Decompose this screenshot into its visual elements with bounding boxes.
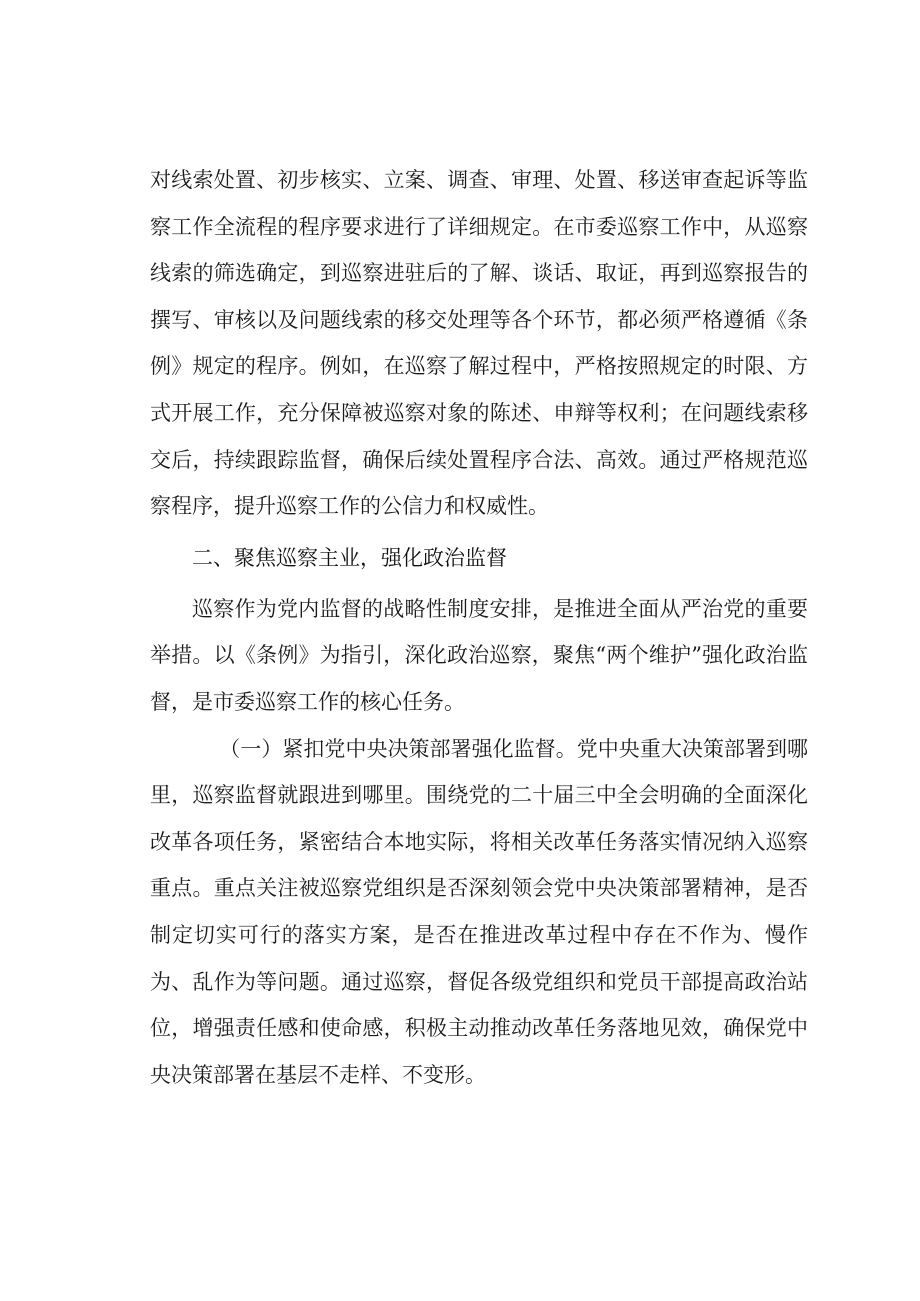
section-intro-paragraph: 巡察作为党内监督的战略性制度安排，是推进全面从严治党的重要举措。以《条例》为指引，深化政治巡察，聚焦“两个维护”强化政治监督，是市委巡察工作的核心任务。 xyxy=(150,596,808,714)
section-heading: 二、聚焦巡察主业，强化政治监督 xyxy=(192,545,507,570)
subsection-paragraph: （一）紧扣党中央决策部署强化监督。党中央重大决策部署到哪里，巡察监督就跟进到哪里。围绕党的二十届三中全会明确的全面深化改革各项任务，紧密结合本地实际，将相关改革任务落实情况纳入巡察重点。重点关注被巡察党组织是否深刻领会党中央决策部署精神，是否制定切实可行的落实方案，是否在推进改革过程中存在不作为、慢作为、乱作为等问题。通过巡察，督促各级党组织和党员干部提高政治站位，增强责任感和使命感，积极主动推动改革任务落地见效，确保党中央决策部署在基层不走样、不变形。 xyxy=(150,736,808,1087)
document-body xyxy=(150,157,808,1098)
continued-paragraph: 对线索处置、初步核实、立案、调查、审理、处置、移送审查起诉等监察工作全流程的程序要求进行了详细规定。在市委巡察工作中，从巡察线索的筛选确定，到巡察进驻后的了解、谈话、取证，再到巡察报告的撰写、审核以及问题线索的移交处理等各个环节，都必须严格遵循《条例》规定的程序。例如，在巡察了解过程中，严格按照规定的时限、方式开展工作，充分保障被巡察对象的陈述、申辩等权利；在问题线索移交后，持续跟踪监督，确保后续处置程序合法、高效。通过严格规范巡察程序，提升巡察工作的公信力和权威性。 xyxy=(150,168,808,519)
